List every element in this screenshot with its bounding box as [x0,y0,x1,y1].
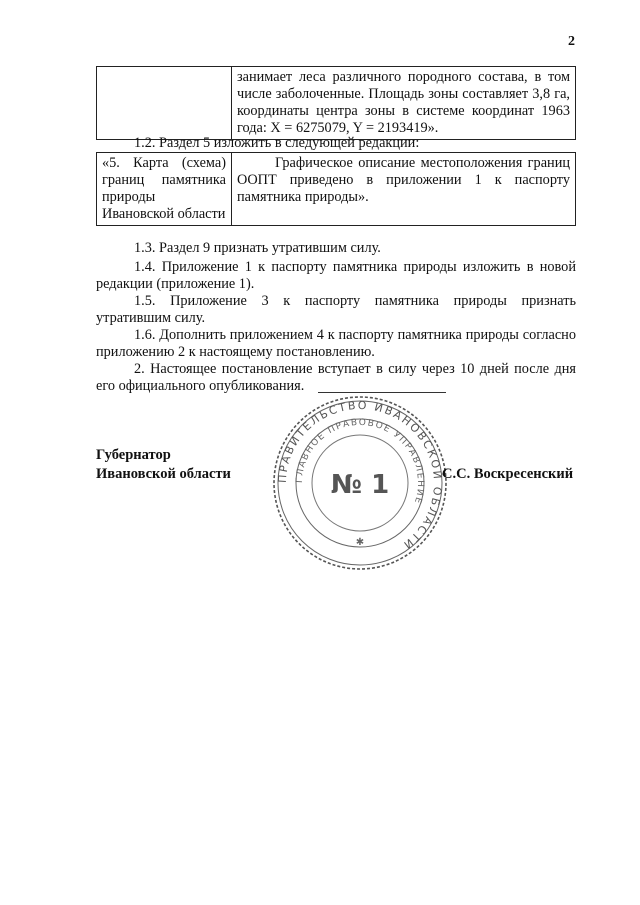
table1-right-cell: занимает леса различного породного состава, в том числе заболоченные. Площадь зоны составляет 3,8 га, координаты центра зоны в системе координат 1963 года: X = 6275079, Y = 2193419». [232,67,576,140]
paragraph-1-3: 1.3. Раздел 9 признать утратившим силу. [134,240,381,256]
official-seal-stamp [272,395,448,571]
page-number: 2 [568,34,575,49]
table1-left-cell [97,67,232,140]
signature-name: С.С. Воскресенский [442,466,574,482]
stamp-number: № 1 [330,470,390,500]
paragraph-1-5: 1.5. Приложение 3 к паспорту памятника природы признать утратившим силу. [96,293,576,326]
signature-title-line2: Ивановской области [96,466,231,482]
continuation-table [96,66,576,140]
paragraph-1-2: 1.2. Раздел 5 изложить в следующей редакции: [134,135,420,151]
paragraph-1-4: 1.4. Приложение 1 к паспорту памятника природы изложить в новой редакции (приложение 1). [96,259,576,292]
stamp-inner-text: ГЛАВНОЕ ПРАВОВОЕ УПРАВЛЕНИЕ [294,417,426,506]
signature-title-line1: Губернатор [96,447,171,463]
signature-underline [318,392,446,393]
paragraph-2: 2. Настоящее постановление вступает в силу через 10 дней после дня его официального опубликования. [96,361,576,394]
paragraph-1-6: 1.6. Дополнить приложением 4 к паспорту памятника природы согласно приложению 2 к настоящему постановлению. [96,327,576,360]
table2-right-cell: Графическое описание местоположения границ ООПТ приведено в приложении 1 к паспорту памятника природы». [232,153,576,226]
table2-left-cell: «5. Карта (схема) границ памятника природы Ивановской области [97,153,232,226]
signature-title [96,446,231,484]
section5-table [96,152,576,226]
stamp-outer-text: ПРАВИТЕЛЬСТВО ИВАНОВСКОЙ ОБЛАСТИ [275,398,445,553]
stamp-star-icon: ✱ [355,537,365,548]
